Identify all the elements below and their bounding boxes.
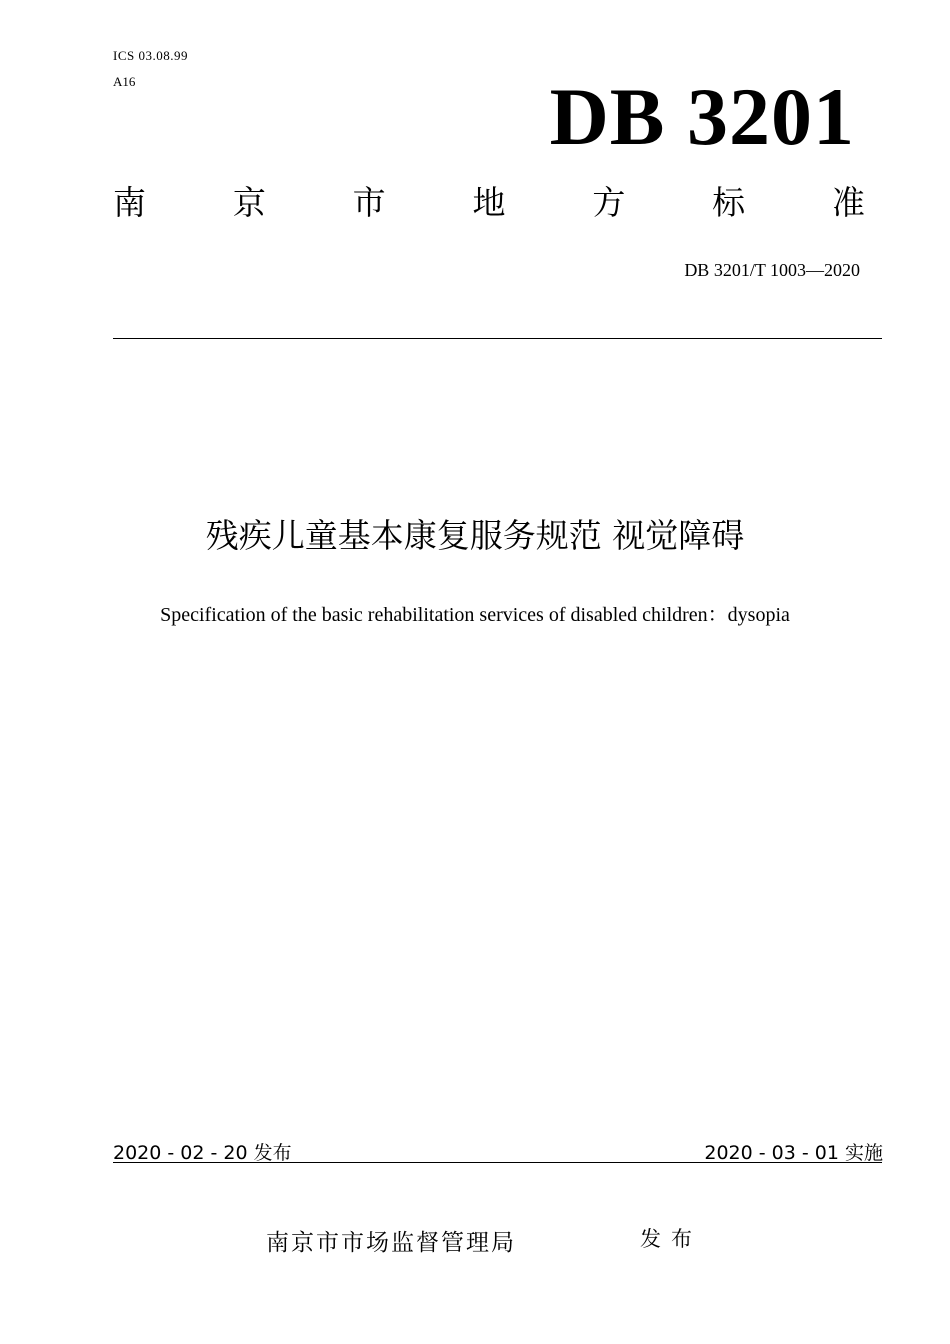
standard-type-char: 京 bbox=[232, 183, 266, 222]
db-code: DB 3201 bbox=[549, 71, 855, 162]
issue-date: 2020 - 02 - 20 发布 bbox=[113, 1142, 292, 1164]
ccs-code: A16 bbox=[113, 74, 136, 89]
title-english: Specification of the basic rehabilitation services of disabled children：dysopia bbox=[160, 604, 790, 626]
publisher: 南京市市场监督管理局 bbox=[266, 1230, 516, 1256]
title-chinese: 残疾儿童基本康复服务规范 视觉障碍 bbox=[205, 516, 745, 555]
standard-number: DB 3201/T 1003—2020 bbox=[684, 260, 860, 280]
ics-code: ICS 03.08.99 bbox=[113, 48, 188, 63]
standard-type-char: 标 bbox=[712, 183, 746, 222]
standard-type-char: 南 bbox=[113, 183, 146, 222]
publish-label: 发布 bbox=[640, 1227, 702, 1251]
standard-type bbox=[113, 183, 865, 222]
standard-type-char: 方 bbox=[592, 183, 626, 222]
standard-type-char: 准 bbox=[831, 183, 865, 222]
standard-type-char: 地 bbox=[472, 183, 506, 222]
implementation-date: 2020 - 03 - 01 实施 bbox=[704, 1142, 883, 1164]
top-divider bbox=[113, 338, 882, 339]
bottom-divider bbox=[113, 1162, 882, 1163]
standard-type-char: 市 bbox=[352, 183, 386, 222]
